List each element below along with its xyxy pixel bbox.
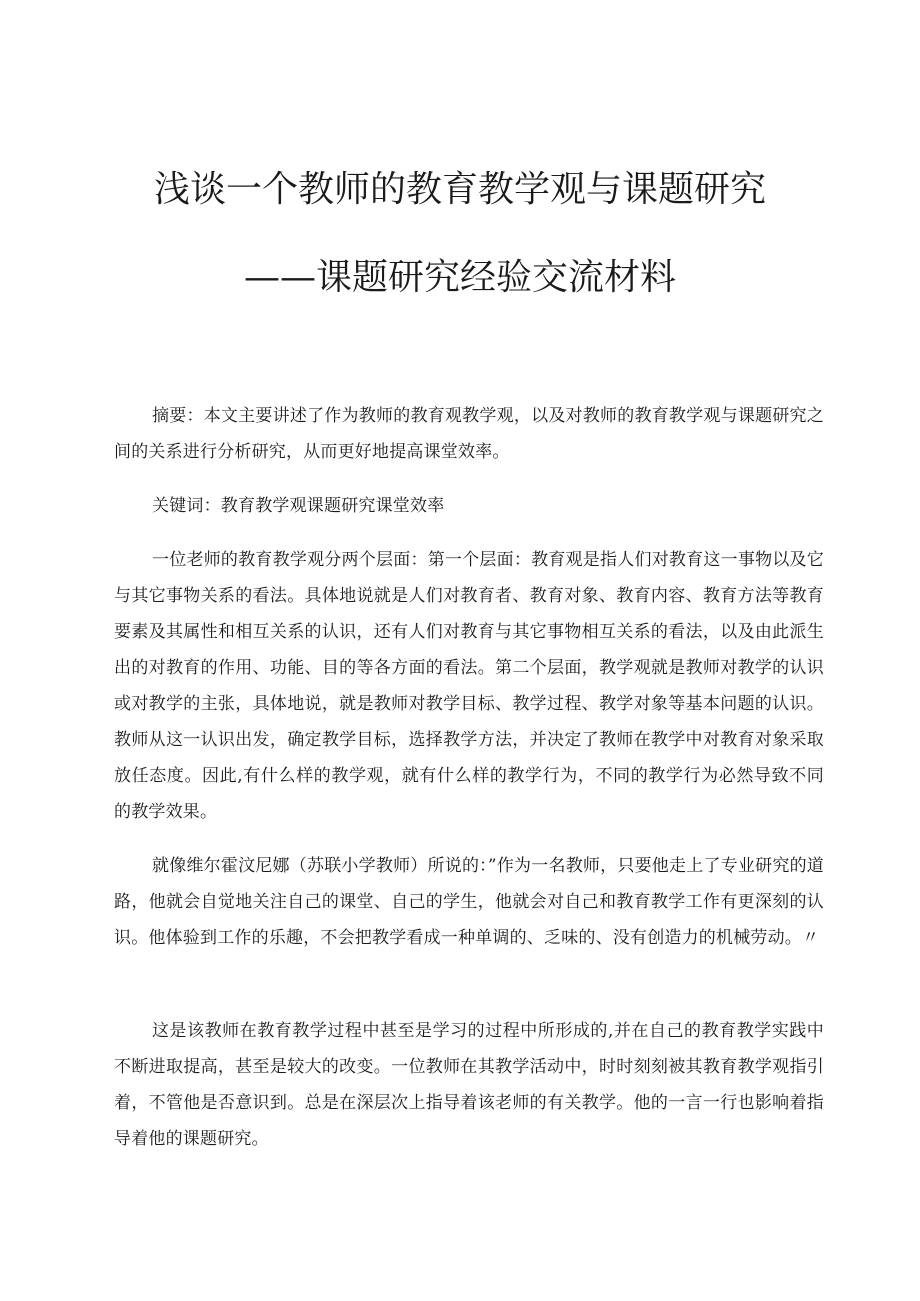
document-title: 浅谈一个教师的教育教学观与课题研究 — [153, 169, 766, 210]
body-paragraph: 这是该教师在教育教学过程中甚至是学习的过程中所形成的,并在自己的教育教学实践中不断进取提高，甚至是较大的改变。一位教师在其教学活动中，时时刻刻被其教育教学观指引着，不管他是否意识到。总是在深层次上指导着该老师的有关教学。他的一言一行也影响着指导着他的课题研究。 — [114, 1021, 824, 1149]
keywords-line: 关键词：教育教学观课题研究课堂效率 — [152, 496, 445, 516]
body-paragraph: 一位老师的教育教学观分两个层面：第一个层面：教育观是指人们对教育这一事物以及它与其它事物关系的看法。具体地说就是人们对教育者、教育对象、教育内容、教育方法等教育要素及其属性和相互关系的认识，还有人们对教育与其它事物相互关系的看法，以及由此派生出的对教育的作用、功能、目的等各方面的看法。第二个层面，教学观就是教师对教学的认识或对教学的主张，具体地说，就是教师对教学目标、教学过程、教学对象等基本问题的认识。教师从这一认识出发，确定教学目标，选择教学方法，并决定了教师在教学中对教育对象采取放任态度。因此,有什么样的教学观，就有什么样的教学行为，不同的教学行为必然导致不同的教学效果。 — [114, 550, 824, 822]
body-paragraph: 就像维尔霍汶尼娜（苏联小学教师）所说的：”作为一名教师，只要他走上了专业研究的道路，他就会自觉地关注自己的课堂、自己的学生，他就会对自己和教育教学工作有更深刻的认识。他体验到工作的乐趣，不会把教学看成一种单调的、乏味的、没有创造力的机械劳动。〃 — [114, 856, 824, 948]
abstract-paragraph: 摘要：本文主要讲述了作为教师的教育观教学观，以及对教师的教育教学观与课题研究之间的关系进行分析研究，从而更好地提高课堂效率。 — [114, 406, 824, 462]
document-subtitle: ——课题研究经验交流材料 — [243, 257, 676, 298]
